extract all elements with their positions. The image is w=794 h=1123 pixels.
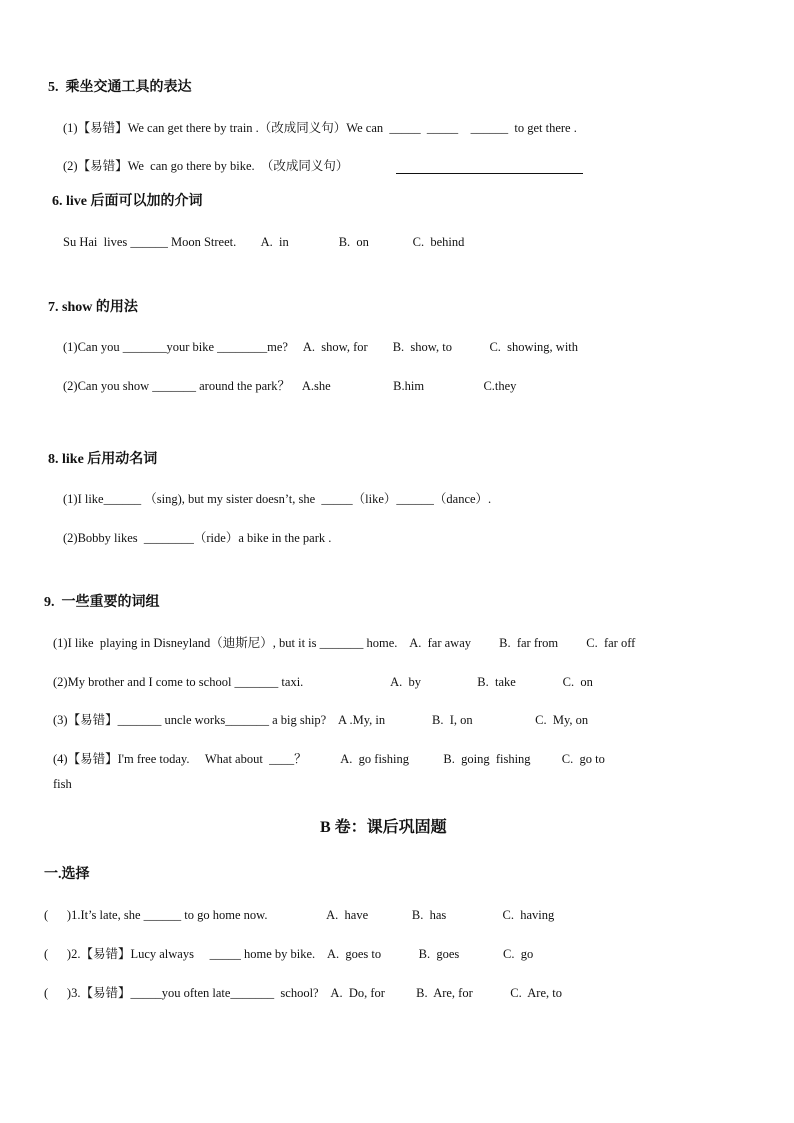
- part-b-subheading: 一.选择: [44, 867, 90, 882]
- section-5-item-2: (2)【易错】We can go there by bike. （改成同义句）: [63, 159, 349, 173]
- section-8-item-2: (2)Bobby likes ________（ride）a bike in the park .: [63, 531, 332, 545]
- section-7-heading: 7. show 的用法: [48, 300, 138, 315]
- part-b-title: B 卷：课后巩固题: [320, 819, 447, 836]
- section-6-heading: 6. live 后面可以加的介词: [52, 194, 203, 209]
- section-8-item-1: (1)I like______ （sing), but my sister doesn’t, she _____（like）______（dance）.: [63, 492, 492, 506]
- section-8-heading: 8. like 后用动名词: [48, 452, 158, 467]
- section-9-item-3: (3)【易错】_______ uncle works_______ a big ship? A .My, in B. I, on C. My, on: [53, 713, 589, 727]
- section-9-heading: 9. 一些重要的词组: [44, 595, 160, 610]
- section-6-item-1: Su Hai lives ______ Moon Street. A. in B. on C. behind: [63, 235, 465, 249]
- part-b-item-1: ( )1.It’s late, she ______ to go home now. A. have B. has C. having: [44, 908, 555, 922]
- section-7-item-1: (1)Can you _______your bike ________me? A. show, for B. show, to C. showing, with: [63, 340, 579, 354]
- section-5-heading: 5. 乘坐交通工具的表达: [48, 80, 192, 95]
- section-9-item-4: (4)【易错】I'm free today. What about ____？ A. go fishing B. going fishing C. go to: [53, 752, 605, 766]
- answer-blank: [396, 173, 583, 174]
- section-9-item-4-continued: fish: [53, 777, 72, 791]
- section-9-item-1: (1)I like playing in Disneyland（迪斯尼）, but it is _______ home. A. far away B. far from C. far off: [53, 636, 636, 650]
- section-7-item-2: (2)Can you show _______ around the park？ A.she B.him C.they: [63, 379, 517, 393]
- part-b-item-3: ( )3.【易错】_____you often late_______ school? A. Do, for B. Are, for C. Are, to: [44, 986, 562, 1000]
- section-5-item-1: (1)【易错】We can get there by train .（改成同义句）We can _____ _____ ______ to get there .: [63, 121, 577, 135]
- section-9-item-2: (2)My brother and I come to school _______ taxi. A. by B. take C. on: [53, 675, 593, 689]
- part-b-item-2: ( )2.【易错】Lucy always _____ home by bike. A. goes to B. goes C. go: [44, 947, 534, 961]
